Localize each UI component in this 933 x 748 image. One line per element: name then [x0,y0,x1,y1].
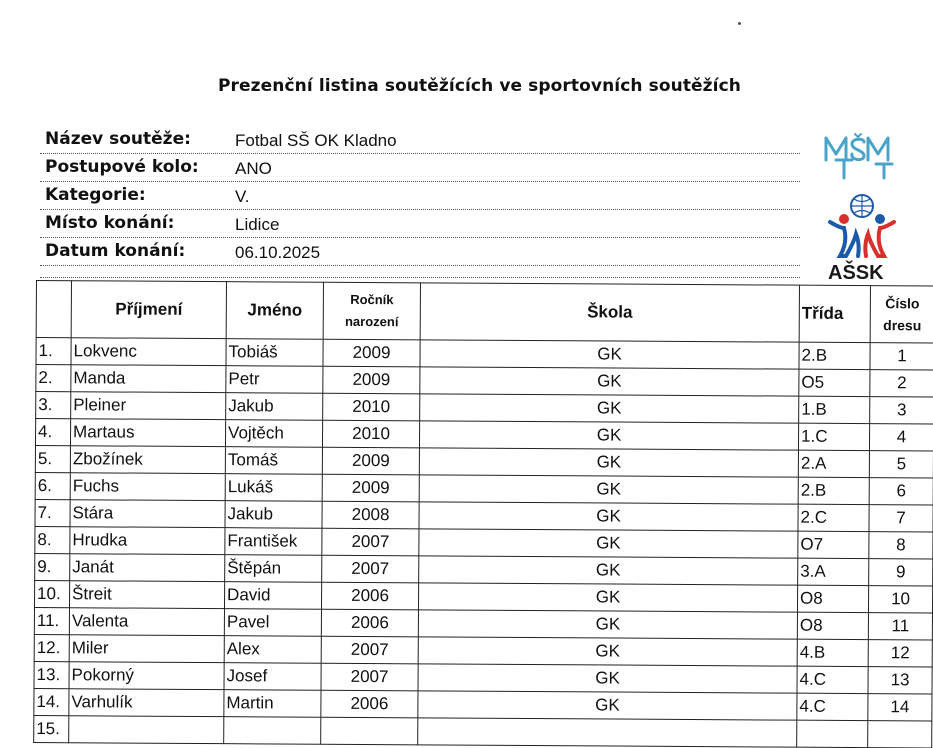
cell-class: O7 [798,531,869,558]
cell-surname: Zbožínek [70,446,225,474]
cell-birth-year: 2006 [321,609,418,637]
cell-row-number: 9. [35,553,70,580]
cell-class: O8 [797,585,868,612]
header-birth-year-line2: narození [344,313,399,330]
meta-label: Název soutěže: [45,129,191,149]
cell-birth-year: 2010 [322,420,419,448]
meta-label: Kategorie: [45,185,146,205]
cell-birth-year: 2008 [322,501,419,529]
cell-first-name: Alex [224,636,321,664]
cell-surname: Valenta [69,608,224,636]
cell-first-name: Štěpán [225,555,322,583]
cell-row-number: 15. [34,715,69,742]
cell-row-number: 13. [34,661,69,688]
cell-class: 2.B [799,342,870,369]
meta-value: Fotbal SŠ OK Kladno [235,131,397,150]
cell-school: GK [418,691,797,720]
cell-row-number: 2. [36,365,71,392]
document-title: Prezenční listina soutěžících ve sportovních soutěžích [218,76,741,96]
table-header-row [36,281,933,343]
cell-surname: Manda [71,365,226,393]
cell-class: O5 [799,369,870,396]
cell-birth-year: 2009 [322,447,419,475]
header-number [36,281,71,338]
cell-school: GK [418,664,797,693]
header-class: Třída [799,285,870,342]
meta-block [40,126,800,278]
cell-class: 3.A [798,558,869,585]
scan-speck [738,22,741,25]
meta-row-competition [40,129,800,154]
cell-first-name: Jakub [226,393,323,421]
cell-first-name: Petr [226,366,323,394]
cell-school: GK [419,556,798,585]
cell-birth-year: 2009 [322,474,419,502]
cell-surname [69,716,224,744]
cell-jersey-number: 10 [868,586,932,613]
cell-school: GK [418,583,797,612]
cell-class: 2.C [798,504,869,531]
cell-surname: Fuchs [70,473,225,501]
cell-school: GK [419,475,798,504]
cell-birth-year: 2007 [322,555,419,583]
cell-surname: Stára [70,500,225,528]
cell-first-name: Jakub [225,501,322,529]
cell-jersey-number: 14 [868,694,932,721]
cell-row-number: 14. [34,688,69,715]
cell-birth-year: 2009 [323,366,420,394]
msmt-logo [822,132,902,182]
cell-birth-year [321,717,418,745]
cell-jersey-number: 8 [869,532,933,559]
header-jersey [870,286,933,343]
cell-row-number: 11. [34,607,69,634]
meta-row-venue [40,213,800,238]
cell-birth-year: 2010 [323,393,420,421]
cell-surname: Martaus [70,419,225,447]
cell-jersey-number: 12 [868,640,932,667]
cell-surname: Varhulík [69,689,224,717]
cell-first-name [224,717,321,745]
cell-birth-year: 2006 [321,582,418,610]
cell-school: GK [418,637,797,666]
meta-label: Datum konání: [45,241,186,261]
cell-school: GK [419,421,798,450]
cell-surname: Lokvenc [71,338,226,366]
cell-school: GK [420,394,799,423]
header-jersey-line1: Číslo [885,295,920,312]
cell-first-name: Tomáš [225,447,322,475]
meta-value: Lidice [235,215,280,234]
cell-jersey-number: 4 [869,424,933,451]
cell-jersey-number: 5 [869,451,933,478]
cell-class: 1.C [798,423,869,450]
cell-birth-year: 2007 [321,636,418,664]
meta-label: Místo konání: [45,213,175,233]
meta-label: Postupové kolo: [45,157,199,177]
cell-first-name: Tobiáš [226,339,323,367]
cell-first-name: Martin [224,690,321,718]
cell-first-name: David [224,582,321,610]
cell-row-number: 7. [35,499,70,526]
cell-class: 2.A [798,450,869,477]
cell-school: GK [419,529,798,558]
cell-jersey-number [868,721,932,748]
cell-row-number: 6. [35,472,70,499]
cell-jersey-number: 2 [870,370,933,397]
cell-first-name: Lukáš [225,474,322,502]
header-jersey-line2: dresu [883,317,922,334]
cell-surname: Miler [69,635,224,663]
cell-school: GK [419,448,798,477]
meta-row-date [40,241,800,266]
cell-class [797,720,868,747]
meta-row-category [40,185,800,210]
header-surname: Příjmení [71,281,226,339]
cell-row-number: 1. [36,338,71,365]
table-row [34,715,932,747]
roster-table [33,280,933,748]
meta-value: V. [235,187,250,206]
cell-first-name: Josef [224,663,321,691]
cell-class: 4.C [797,666,868,693]
cell-surname: Pokorný [69,662,224,690]
cell-first-name: Vojtěch [225,420,322,448]
header-first-name: Jméno [226,282,323,340]
cell-row-number: 4. [35,419,70,446]
cell-jersey-number: 7 [869,505,933,532]
cell-birth-year: 2009 [323,339,420,367]
cell-jersey-number: 3 [870,397,933,424]
meta-value: 06.10.2025 [235,243,321,262]
cell-first-name: František [225,528,322,556]
cell-surname: Pleiner [71,392,226,420]
cell-birth-year: 2006 [321,690,418,718]
cell-surname: Hrudka [70,527,225,555]
cell-jersey-number: 6 [869,478,933,505]
cell-class: 2.B [798,477,869,504]
cell-jersey-number: 11 [868,613,932,640]
cell-school: GK [419,502,798,531]
cell-jersey-number: 13 [868,667,932,694]
cell-birth-year: 2007 [322,528,419,556]
cell-school: GK [418,610,797,639]
cell-row-number: 5. [35,445,70,472]
cell-class: 4.B [797,639,868,666]
meta-row-spacer [40,269,800,278]
assk-logo-text: AŠSK [828,262,884,284]
cell-class: 1.B [799,396,870,423]
cell-school [418,718,797,747]
header-school: Škola [420,283,799,342]
cell-row-number: 10. [34,580,69,607]
cell-surname: Janát [70,554,225,582]
cell-row-number: 3. [36,392,71,419]
meta-row-round [40,157,800,182]
header-birth-year [323,282,420,340]
cell-row-number: 12. [34,634,69,661]
cell-surname: Štreit [69,581,224,609]
cell-birth-year: 2007 [321,663,418,691]
cell-class: 4.C [797,693,868,720]
cell-jersey-number: 1 [870,343,933,370]
cell-row-number: 8. [35,526,70,553]
cell-school: GK [420,340,799,369]
cell-first-name: Pavel [224,609,321,637]
meta-value: ANO [235,159,272,178]
cell-jersey-number: 9 [869,559,933,586]
header-birth-year-line1: Ročník [350,291,394,308]
assk-logo [826,192,898,262]
cell-class: O8 [797,612,868,639]
cell-school: GK [420,367,799,396]
